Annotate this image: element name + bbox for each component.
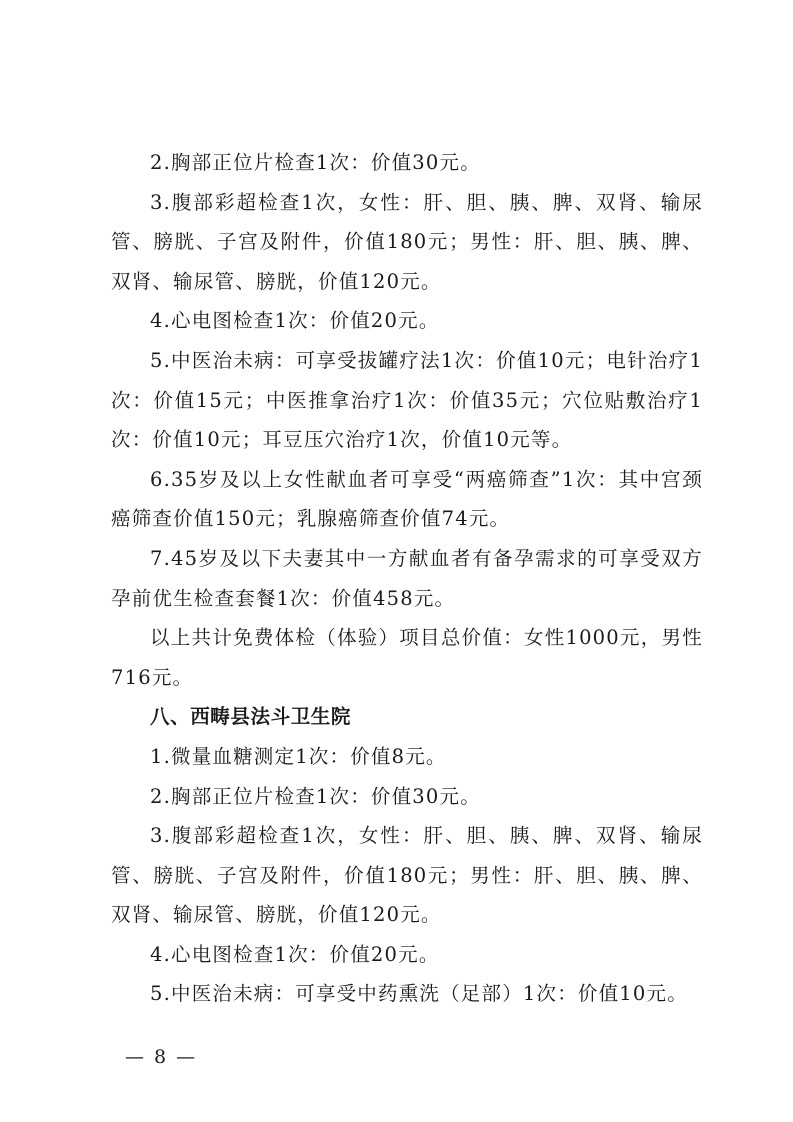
paragraph-two-cancer-screening: 6.35岁及以上女性献血者可享受“两癌筛查”1次：其中宫颈癌筛查价值150元；乳腺癌筛查价值74元。 — [111, 467, 703, 531]
document-body — [111, 143, 703, 1014]
paragraph-chest-xray: 2.胸部正位片检查1次：价值30元。 — [150, 151, 481, 174]
paragraph-abdominal-ultrasound-2: 3.腹部彩超检查1次，女性：肝、胆、胰、脾、双肾、输尿管、膀胱、子宫及附件，价值180元；男性：肝、胆、胰、脾、双肾、输尿管、膀胱，价值120元。 — [111, 824, 703, 927]
paragraph-tcm-preventive: 5.中医治未病：可享受拔罐疗法1次：价值10元；电针治疗1次：价值15元；中医推拿治疗1次：价值35元；穴位贴敷治疗1次：价值10元；耳豆压穴治疗1次，价值10元等。 — [111, 348, 703, 452]
paragraph-total-value: 以上共计免费体检（体验）项目总价值：女性1000元，男性716元。 — [111, 626, 703, 689]
paragraph-blood-glucose: 1.微量血糖测定1次：价值8元。 — [150, 744, 447, 768]
paragraph-ecg: 4.心电图检查1次：价值20元。 — [150, 309, 440, 333]
paragraph-preconception-check: 7.45岁及以下夫妻其中一方献血者有备孕需求的可享受双方孕前优生检查套餐1次：价值458元。 — [111, 546, 703, 610]
section-heading: 八、西畴县法斗卫生院 — [150, 705, 352, 729]
paragraph-chest-xray-2: 2.胸部正位片检查1次：价值30元。 — [150, 784, 481, 808]
paragraph-abdominal-ultrasound: 3.腹部彩超检查1次，女性：肝、胆、胰、脾、双肾、输尿管、膀胱、子宫及附件，价值180元；男性：肝、胆、胰、脾、双肾、输尿管、膀胱，价值120元。 — [111, 190, 703, 293]
page-number: — 8 — — [125, 1046, 198, 1068]
paragraph-ecg-2: 4.心电图检查1次：价值20元。 — [150, 942, 440, 966]
paragraph-tcm-foot-bath: 5.中医治未病：可享受中药熏洗（足部）1次：价值10元。 — [150, 982, 688, 1006]
